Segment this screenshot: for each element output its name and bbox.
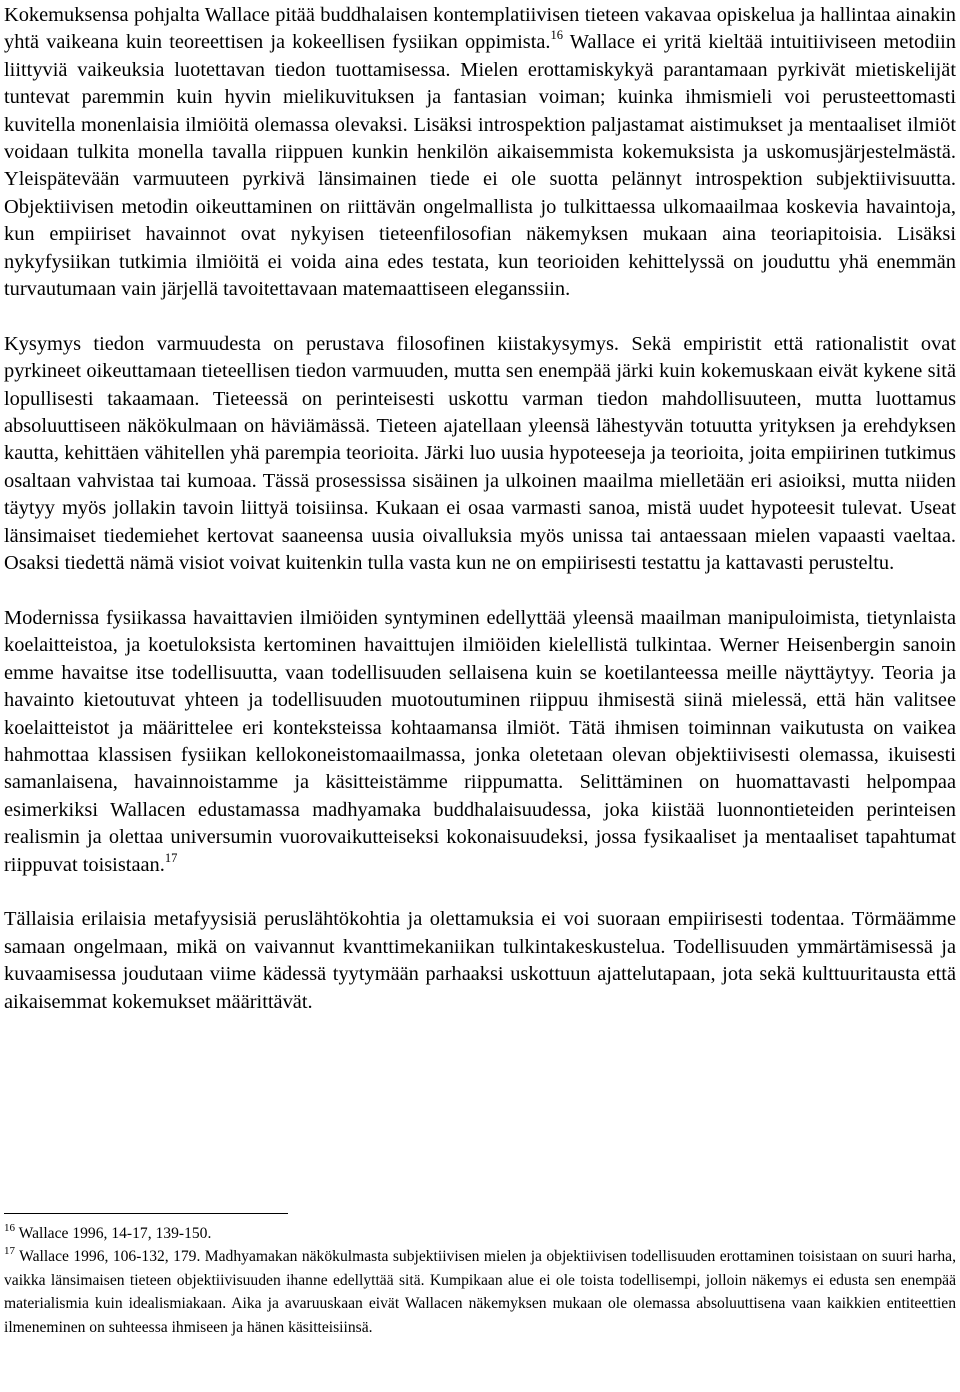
- footnote-16: [4, 1222, 956, 1245]
- paragraph-text: Modernissa fysiikassa havaittavien ilmiöiden syntyminen edellyttää yleensä maailman manipuloimista, tietynlaista koelaitteistoa, ja koetuloksista kertominen havaittujen ilmiöiden kielellistä tulkintaa. Werner Heisenbergin sanoin emme havaitse itse todellisuutta, vaan todellisuuden sellaisena kuin se koetilanteessa meille näyttäytyy. Teoria ja havainto kietoutuvat yhteen ja todellisuuden muotoutuminen riippuu ihmisestä siinä mielessä, että hän valitsee koelaitteistot ja määrittelee eri konteksteissa kohtaamansa ilmiöt. Tätä ihmisen toiminnan vaikutusta on vaikea hahmottaa klassisen fysiikan kellokoneistomaailmassa, jonka oletetaan olevan objektiivisesti olemassa, ikuisesti samanlaisena, havainnoistamme ja käsitteistämme riippumatta. Selittäminen on huomattavasti helpompaa esimerkiksi Wallacen edustamassa madhyamaka buddhalaisuudessa, joka kiistää luonnontieteiden perinteisen realismin ja olettaa universumin vuorovaikutteiseksi kokonaisuudeksi, jossa fysikaaliset ja mentaaliset tapahtumat riippuvat toisistaan.: [4, 606, 956, 876]
- paragraph-text: Kysymys tiedon varmuudesta on perustava filosofinen kiistakysymys. Sekä empiristit että rationalistit ovat pyrkineet oikeuttamaan tieteellisen tiedon varmuuden, mutta sen enempää järki kuin kokemuskaan eivät kykene sitä lopullisesti takaamaan. Tieteessä on perinteisesti uskottu varman tiedon mahdollisuuteen, mutta luottamus absoluuttiseen näkökulmaan on häviämässä. Tieteen ajatellaan yleensä lähestyvän totuutta yrityksen ja erehdyksen kautta, kehittäen vähitellen yhä parempia teorioita. Järki luo uusia hypoteeseja ja teorioita, joita empiirinen tutkimus osaltaan vahvistaa tai kumoaa. Tässä prosessissa sisäinen ja ulkoinen maailma mielletään eri asioiksi, mutta niiden täytyy myös jollakin tavoin liittyä toisiinsa. Kukaan ei osaa varmasti sanoa, mistä uudet hypoteesit tulevat. Useat länsimaiset tiedemiehet kertovat saaneensa uusia oivalluksia myös unissa tai antaessaan mielen vapaasti vaeltaa. Osaksi tiedettä nämä visiot voivat kuitenkin tulla vasta kun ne on empiirisesti testattu ja kattavasti perusteltu.: [4, 332, 956, 575]
- footnote-number: 17: [4, 1245, 15, 1258]
- footnote-separator: [4, 1213, 288, 1214]
- footnote-ref-16[interactable]: 16: [550, 28, 564, 43]
- footnote-text: Wallace 1996, 14-17, 139-150.: [15, 1225, 212, 1242]
- footnote-text: Wallace 1996, 106-132, 179. Madhyamakan näkökulmasta subjektiivisen mielen ja objektiivisen todellisuuden erottaminen toisistaan on suuri harha, vaikka länsimaisen tieteen objektiivisuuden ihanne edellyttää sitä. Kumpikaan alue ei ole toista todellisempi, jolloin näkemys ei edusta sen enempää materialismia kuin idealismiakaan. Aika ja avaruuskaan eivät Wallacen näkemyksen mukaan ole olemassa absoluuttisena vaan kaikkien entiteettien ilmeneminen on suhteessa ihmiseen ja hänen käsitteisiinsä.: [4, 1248, 956, 1336]
- paragraph: [4, 331, 956, 578]
- footnotes: [4, 1222, 956, 1339]
- paragraph-text: Kokemuksensa pohjalta Wallace pitää buddhalaisen kontemplatiivisen tieteen vakavaa opiskelua ja hallintaa ainakin yhtä vaikeana kuin teoreettisen ja kokeellisen fysiikan oppimista.: [4, 4, 956, 54]
- paragraph: [4, 605, 956, 879]
- footnote-17: [4, 1245, 956, 1339]
- paragraph-text: Wallace ei yritä kieltää intuitiiviseen metodiin liittyviä vaikeuksia luotettavan tiedon tuottamisessa. Mielen erottamiskykyä parantamaan pyrkivät mietiskelijät tuntevat paremmin kuin hyvin mielikuvituksen ja fantasian voiman; kuinka ihmismieli voi perusteettomasti kuvitella monenlaisia ilmiöitä olemassa olevaksi. Lisäksi introspektion paljastamat aistimukset ja mentaaliset ilmiöt voidaan tulkita monella tavalla riippuen kunkin henkilön aikaisemmista kokemuksista ja uskomusjärjestelmästä. Yleispätevään varmuuteen pyrkivä länsimainen tiede ei ole suotta pelännyt introspektion subjektiivisuutta. Objektiivisen metodin oikeuttaminen on riittävän ongelmallista jo tulkittaessa ulkomaailmaa koskevia havaintoja, kun empiiriset havainnot ovat nykyisen tieteenfilosofian näkemyksen mukaan aina teoriapitoisia. Lisäksi nykyfysiikan tutkimia ilmiöitä ei voida aina edes testata, kun teorioiden kehittelyssä on jouduttu yhä enemmän turvautumaan vain järjellä tavoitettavaan matemaattiseen eleganssiin.: [4, 31, 956, 301]
- paragraph: [4, 906, 956, 1016]
- paragraph: [4, 2, 956, 303]
- page-body: [4, 2, 956, 1016]
- paragraph-text: Tällaisia erilaisia metafyysisiä peruslähtökohtia ja olettamuksia ei voi suoraan empiirisesti todentaa. Törmäämme samaan ongelmaan, mikä on vaivannut kvanttimekaniikan tulkintakeskustelua. Todellisuuden ymmärtämisessä ja kuvaamisessa joudutaan viime kädessä tyytymään parhaaksi uskottuun ajattelutapaan, jota sekä kulttuuritausta että aikaisemmat kokemukset määrittävät.: [4, 908, 956, 1013]
- footnote-number: 16: [4, 1222, 15, 1234]
- footnote-ref-17[interactable]: 17: [164, 850, 178, 865]
